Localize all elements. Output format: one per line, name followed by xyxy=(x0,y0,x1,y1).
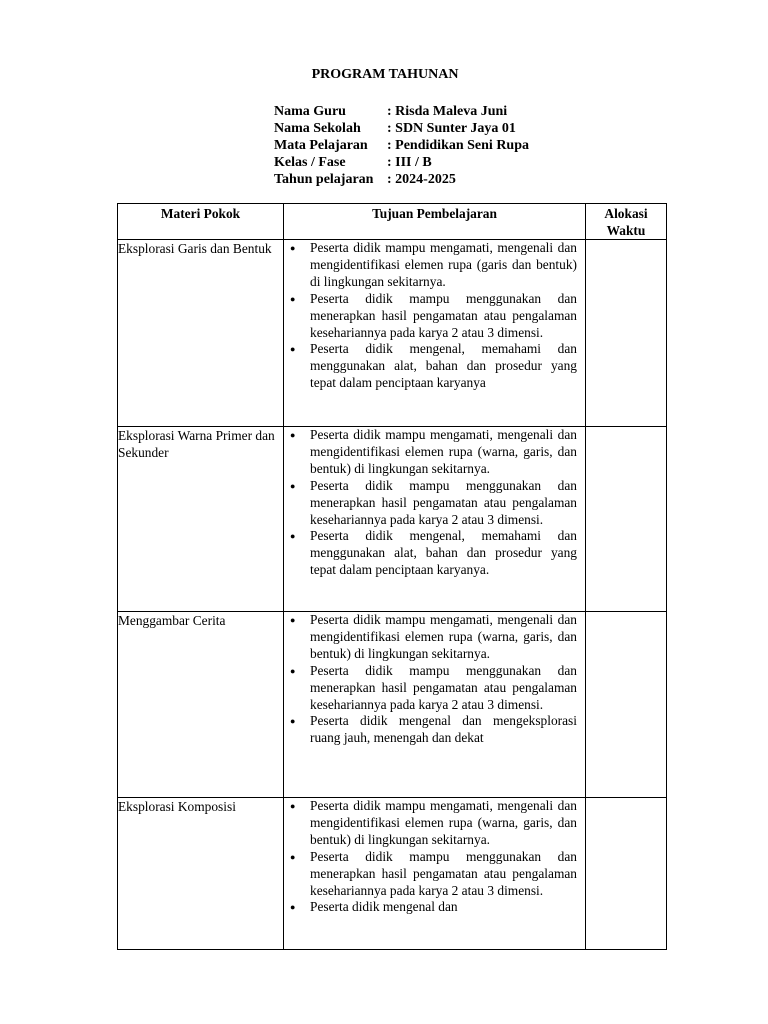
info-label: Kelas / Fase xyxy=(274,155,346,170)
document-title-text: PROGRAM TAHUNAN xyxy=(311,67,459,82)
tujuan-item: ● Peserta didik mengenal, memahami dan menggunakan alat, bahan dan prosedur yang tepat dalam penciptaan karyanya. xyxy=(284,528,585,579)
header-materi: Materi Pokok xyxy=(118,204,284,240)
table-row xyxy=(118,240,667,427)
tujuan-item: ● Peserta didik mengenal dan xyxy=(284,899,585,916)
info-label: Mata Pelajaran xyxy=(274,138,368,153)
header-tujuan: Tujuan Pembelajaran xyxy=(284,204,586,240)
info-value: : 2024-2025 xyxy=(387,172,456,187)
table-row xyxy=(118,798,667,950)
tujuan-list xyxy=(284,798,585,916)
tujuan-cell xyxy=(284,240,586,427)
info-label: Tahun pelajaran xyxy=(274,172,374,187)
program-table xyxy=(117,203,667,950)
alokasi-cell xyxy=(586,427,667,612)
info-block xyxy=(274,103,529,188)
tujuan-item: ● Peserta didik mampu mengamati, mengenali dan mengidentifikasi elemen rupa (warna, garis, dan bentuk) di lingkungan sekitarnya. xyxy=(284,427,585,478)
info-row-class xyxy=(274,154,529,171)
table-row xyxy=(118,612,667,798)
table-header-row xyxy=(118,204,667,240)
info-value: : Risda Maleva Juni xyxy=(387,104,508,119)
info-row-teacher xyxy=(274,103,529,120)
materi-cell: Eksplorasi Warna Primer dan Sekunder xyxy=(118,427,284,612)
tujuan-item: ● Peserta didik mampu mengamati, mengenali dan mengidentifikasi elemen rupa (warna, garis, dan bentuk) di lingkungan sekitarnya. xyxy=(284,612,585,663)
info-value: : Pendidikan Seni Rupa xyxy=(387,138,529,153)
tujuan-item: ● Peserta didik mampu menggunakan dan menerapkan hasil pengamatan atau pengalaman kesehariannya pada karya 2 atau 3 dimensi. xyxy=(284,663,585,714)
header-alokasi: Alokasi Waktu xyxy=(586,204,667,240)
tujuan-item: ● Peserta didik mampu menggunakan dan menerapkan hasil pengamatan atau pengalaman kesehariannya pada karya 2 atau 3 dimensi. xyxy=(284,849,585,900)
alokasi-cell xyxy=(586,240,667,427)
tujuan-item: ● Peserta didik mengenal dan mengeksplorasi ruang jauh, menengah dan dekat xyxy=(284,713,585,747)
info-label: Nama Sekolah xyxy=(274,121,361,136)
info-row-year xyxy=(274,171,529,188)
info-label: Nama Guru xyxy=(274,104,346,119)
tujuan-list xyxy=(284,427,585,579)
tujuan-item: ● Peserta didik mampu menggunakan dan menerapkan hasil pengamatan atau pengalaman kesehariannya pada karya 2 atau 3 dimensi. xyxy=(284,291,585,342)
tujuan-cell xyxy=(284,427,586,612)
alokasi-cell xyxy=(586,612,667,798)
alokasi-cell xyxy=(586,798,667,950)
tujuan-list xyxy=(284,612,585,747)
tujuan-list xyxy=(284,240,585,392)
document-title xyxy=(0,67,768,83)
materi-cell: Menggambar Cerita xyxy=(118,612,284,798)
tujuan-item: ● Peserta didik mampu mengamati, mengenali dan mengidentifikasi elemen rupa (warna, garis, dan bentuk) di lingkungan sekitarnya. xyxy=(284,798,585,849)
tujuan-item: ● Peserta didik mampu menggunakan dan menerapkan hasil pengamatan atau pengalaman kesehariannya pada karya 2 atau 3 dimensi. xyxy=(284,478,585,529)
table-row xyxy=(118,427,667,612)
info-value: : III / B xyxy=(387,155,432,170)
info-row-subject xyxy=(274,137,529,154)
materi-cell: Eksplorasi Komposisi xyxy=(118,798,284,950)
materi-cell: Eksplorasi Garis dan Bentuk xyxy=(118,240,284,427)
info-value: : SDN Sunter Jaya 01 xyxy=(387,121,516,136)
tujuan-cell xyxy=(284,612,586,798)
tujuan-item: ● Peserta didik mengenal, memahami dan menggunakan alat, bahan dan prosedur yang tepat dalam penciptaan karyanya xyxy=(284,341,585,392)
tujuan-item: ● Peserta didik mampu mengamati, mengenali dan mengidentifikasi elemen rupa (garis dan bentuk) di lingkungan sekitarnya. xyxy=(284,240,585,291)
tujuan-cell xyxy=(284,798,586,950)
info-row-school xyxy=(274,120,529,137)
